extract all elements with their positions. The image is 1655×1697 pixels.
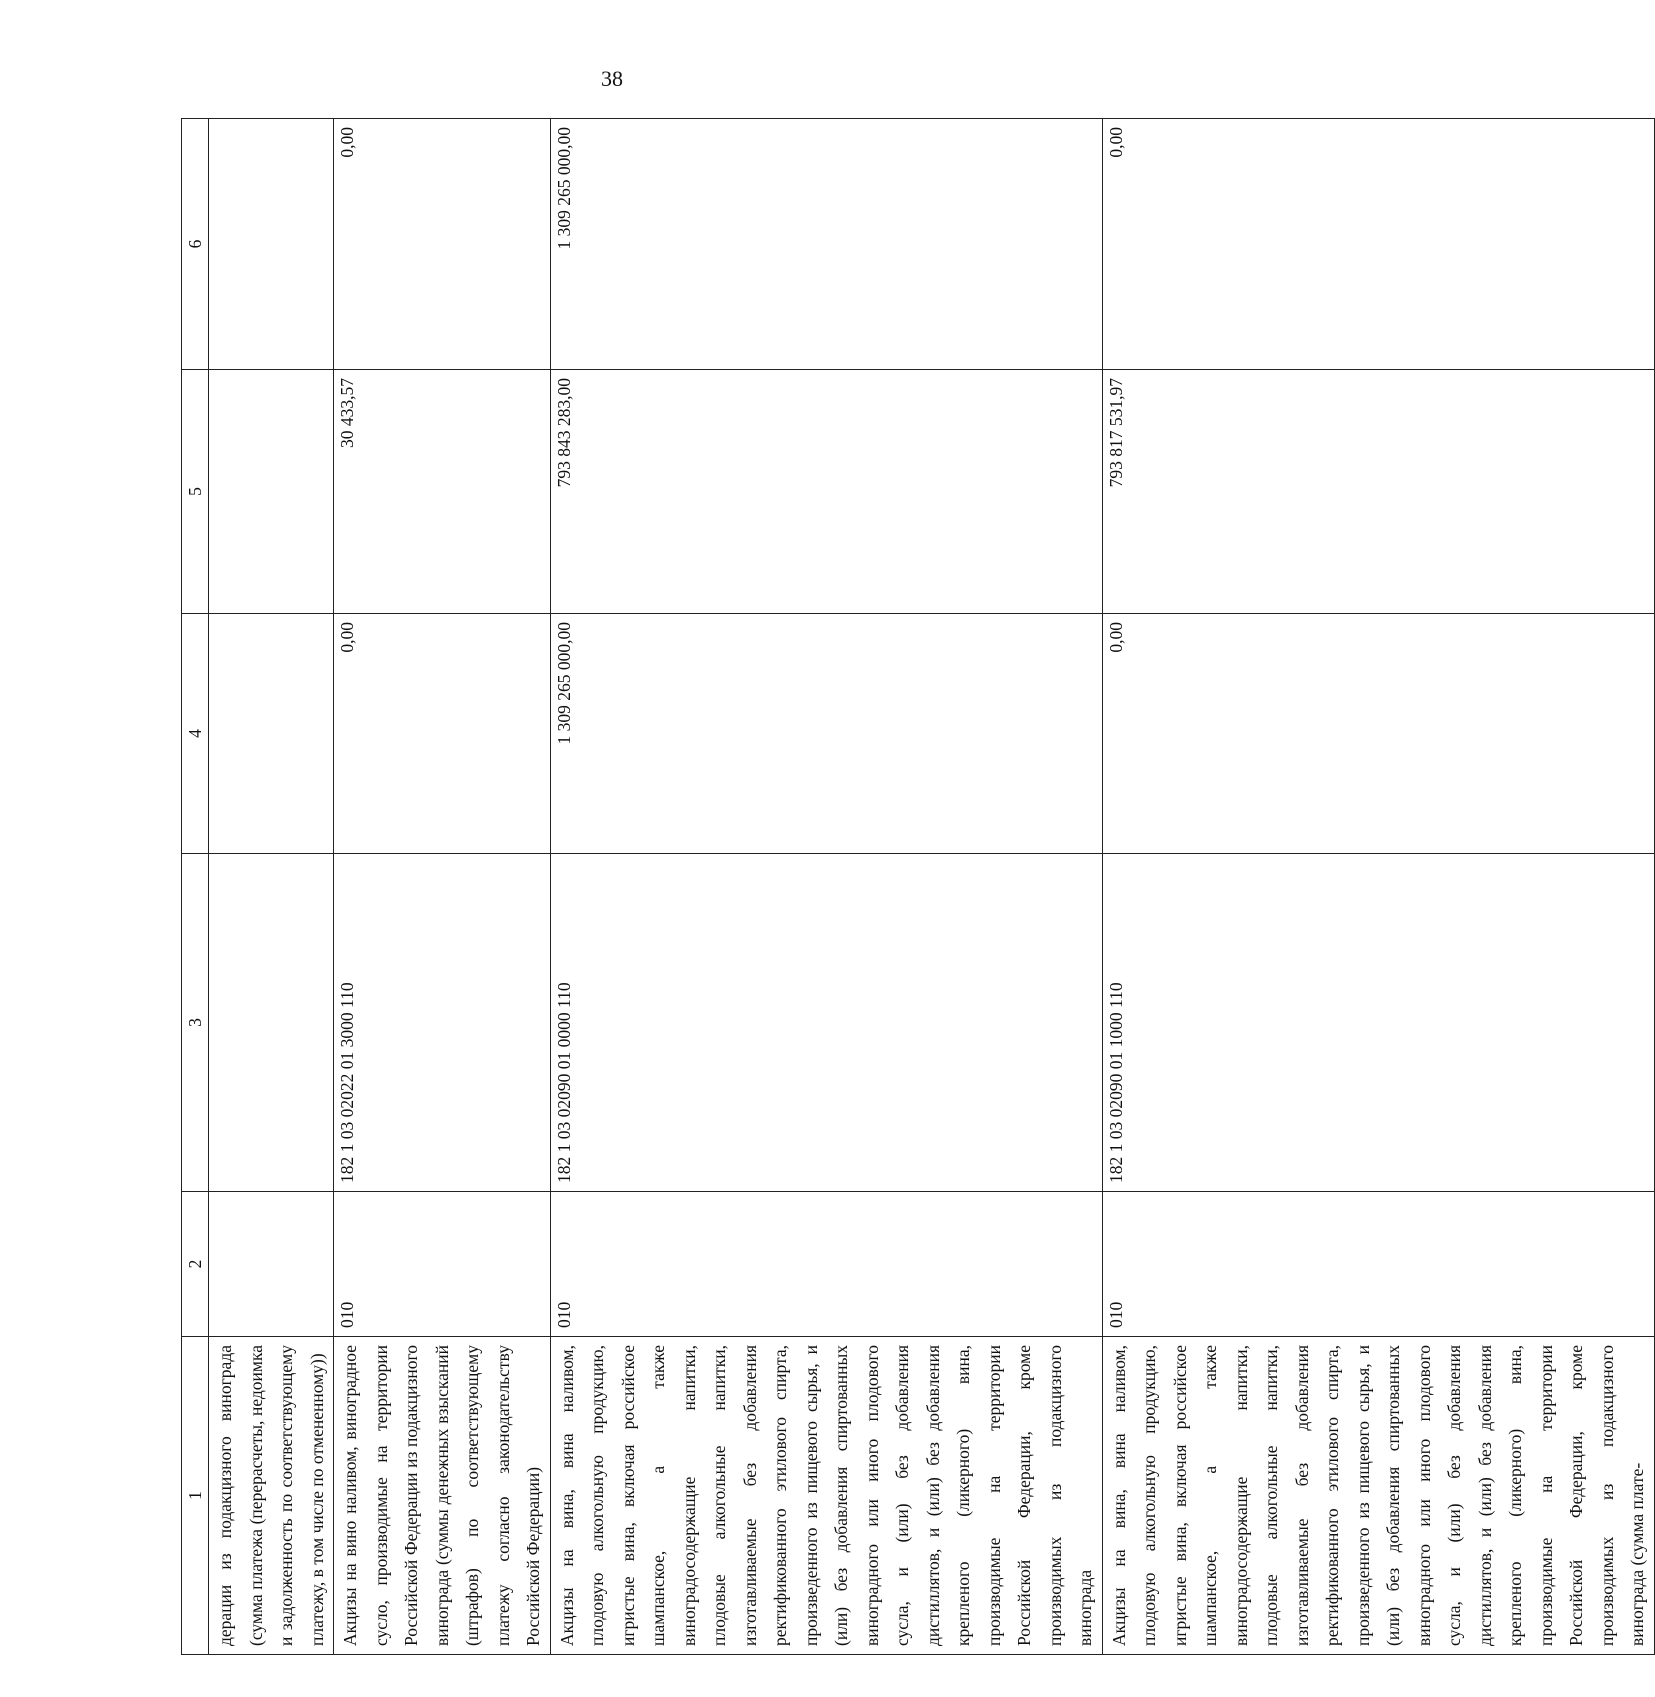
row-col4: 1 309 265 000,00 <box>550 614 1102 854</box>
row-col4: 0,00 <box>334 614 551 854</box>
row-code: 010 <box>1102 1192 1654 1337</box>
table-row <box>334 119 551 1655</box>
row-col6: 1 309 265 000,00 <box>550 119 1102 370</box>
row-name: Акцизы на вина, вина наливом, плодовую алкогольную продукцию, игристые вина, включая российское шампанское, а также виноградосодержащие напитки, плодовые алкогольные напитки, изготавливаемые без добавления ректификованного этилового спирта, произведенного из пищевого сырья, и (или) без добавления спиртованных виноградного или иного плодового сусла, и (или) без добавления дистиллятов, и (или) без добавления крепленого (ликерного) вина, производимые на территории Российской Федерации, кроме производимых из подакцизного винограда (сумма плате- <box>1102 1337 1654 1655</box>
table-row <box>1102 119 1654 1655</box>
row-kbk: 182 1 03 02090 01 1000 110 <box>1102 854 1654 1192</box>
rotated-table-container <box>181 119 1647 1655</box>
row-kbk: 182 1 03 02090 01 0000 110 <box>550 854 1102 1192</box>
table-header-row <box>182 119 209 1655</box>
row-kbk <box>209 854 334 1192</box>
table-row <box>209 119 334 1655</box>
row-code <box>209 1192 334 1337</box>
page-number: 38 <box>601 66 623 91</box>
row-col5: 30 433,57 <box>334 370 551 614</box>
row-col4 <box>209 614 334 854</box>
row-col5: 793 843 283,00 <box>550 370 1102 614</box>
row-name: Акцизы на вино наливом, виноградное сусло, производимые на территории Российской Федерации из подакцизного винограда (суммы денежных взысканий (штрафов) по соответствующему платежу согласно законодательству Российской Федерации) <box>334 1337 551 1655</box>
row-name: Акцизы на вина, вина наливом, плодовую алкогольную продукцию, игристые вина, включая российское шампанское, а также виноградосодержащие напитки, плодовые алкогольные напитки, изготавливаемые без добавления ректификованного этилового спирта, произведенного из пищевого сырья, и (или) без добавления спиртованных виноградного или иного плодового сусла, и (или) без добавления дистиллятов, и (или) без добавления крепленого (ликерного) вина, производимые на территории Российской Федерации, кроме производимых из подакцизного винограда <box>550 1337 1102 1655</box>
header-col-4: 4 <box>182 614 209 854</box>
row-col4: 0,00 <box>1102 614 1654 854</box>
row-code: 010 <box>550 1192 1102 1337</box>
header-col-2: 2 <box>182 1192 209 1337</box>
header-col-5: 5 <box>182 370 209 614</box>
row-col6 <box>209 119 334 370</box>
revenue-table <box>181 118 1655 1655</box>
row-col6: 0,00 <box>334 119 551 370</box>
row-col6: 0,00 <box>1102 119 1654 370</box>
row-kbk: 182 1 03 02022 01 3000 110 <box>334 854 551 1192</box>
row-name: дерации из подакцизного винограда (сумма платежа (перерасчеты, недоимка и задолженность по соответствующему платежу, в том числе по отмененному)) <box>209 1337 334 1655</box>
row-col5: 793 817 531,97 <box>1102 370 1654 614</box>
row-col5 <box>209 370 334 614</box>
table-row <box>550 119 1102 1655</box>
header-col-3: 3 <box>182 854 209 1192</box>
row-code: 010 <box>334 1192 551 1337</box>
header-col-1: 1 <box>182 1337 209 1655</box>
header-col-6: 6 <box>182 119 209 370</box>
